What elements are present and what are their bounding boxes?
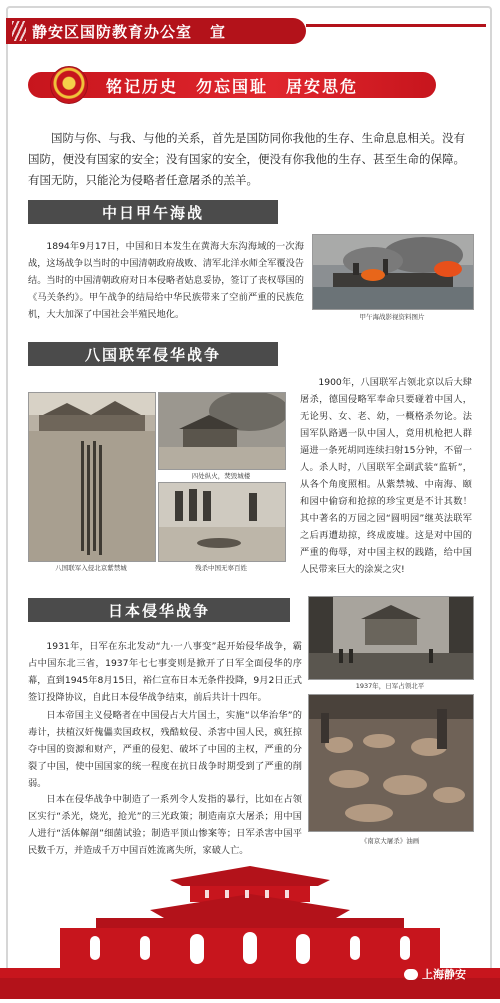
office-banner — [6, 18, 306, 44]
nanjing-massacre-painting — [308, 694, 474, 832]
caption-naval-battle: 甲午海战影视资料图片 — [359, 313, 425, 321]
office-name: 静安区国防教育办公室 — [32, 22, 193, 41]
caption-forbidden-city: 八国联军入侵北京紫禁城 — [55, 564, 127, 572]
wechat-account — [404, 966, 466, 982]
header-ribbon — [306, 24, 486, 27]
account-name: 上海静安 — [422, 968, 466, 981]
caption-burning-gate: 四处纵火，焚毁城楼 — [191, 472, 251, 480]
japan-paragraph-3: 日本在侵华战争中制造了一系列令人发指的暴行，比如在占领区实行“杀光，烧光，抢光”的三光政策；制造南京大屠杀；用中国人进行“活体解剖”细菌试验；制造平顶山惨案等；日军杀害中国平民数千万，并造成千万中国百姓流离失所，家破人亡。 — [28, 794, 302, 856]
caption-execution: 残杀中国无辜百姓 — [195, 564, 247, 572]
section-title-jiawu: 中日甲午海战 — [28, 200, 278, 224]
naval-battle-photo — [312, 234, 474, 310]
intro-paragraph: 国防与你、与我、与他的关系，首先是国防同你我他的生存、生命息息相关。没有国防，便没有国家的安全；没有国家的安全，便没有你我他的生存、甚至生命的保障。有国无防，只能沦为侵略者任意屠杀的羔羊。 — [28, 131, 465, 187]
eight-nation-paragraph: 1900年，八国联军占领北京以后大肆屠杀，德国侵略军奉命只要碰着中国人，无论男、女、老、幼，一概格杀勿论。法国军队路遇一队中国人，竟用机枪把人群逼进一条死胡同连续扫射15分钟，不留一人。杀人时，八国联军全副武装“监斩”，从各个角度照相。从紫禁城、中南海、颐和园中偷窃和抢掠的珍宝更是不计其数！其中著名的万园之园“圆明园”继英法联军之后再遭劫掠，终成废墟。这是对中国的严重的侮辱，对中国主权的践踏，给中国人民带来巨大的涂炭之灾! — [300, 377, 472, 575]
slogan-text: 铭记历史 勿忘国耻 居安思危 — [105, 76, 358, 96]
office-tag: 宣 — [210, 22, 227, 41]
caption-nanjing: 《南京大屠杀》油画 — [360, 837, 420, 845]
execution-photo — [158, 482, 286, 562]
army-emblem-icon — [50, 66, 88, 104]
section-title-japan-invasion: 日本侵华战争 — [28, 598, 290, 622]
japan-paragraph-1: 1931年，日军在东北发动“九·一八事变”起开始侵华战争，霸占中国东北三省，1937年七七事变则是掀开了日军全面侵华的序幕，直到1945年8月15日，裕仁宣布日本无条件投降，9月2日正式签订投降协议，自此日本侵华战争结束，前后共计十四年。 — [28, 641, 302, 703]
burning-gate-photo — [158, 392, 286, 470]
jiawu-paragraph: 1894年9月17日，中国和日本发生在黄海大东沟海域的一次海战，这场战争以当时的中国清朝政府战败、清军北洋水师全军覆没告结。当时的中国清朝政府对日本侵略者姑息妥协，签订了丧权辱国的《马关条约》。甲午战争的结局给中华民族带来了空前严重的民族危机，大大加深了中国社会半殖民地化。 — [28, 241, 304, 320]
banner-stripes — [12, 21, 26, 41]
wechat-icon — [404, 969, 418, 980]
beiping-occupation-photo — [308, 596, 474, 680]
japan-paragraph-2: 日本帝国主义侵略者在中国侵占大片国土，实施“以华治华”的毒计，扶植汉奸傀儡卖国政权，残酷蚊侵、杀害中国人民，疯狂掠夺中国的资源和财产，严重的侵犯、破坏了中国的主权，严重的分裂了中国，使中国国家的统一程度在抗日战争时期受到了严重的削弱。 — [28, 710, 302, 789]
slogan-banner — [28, 72, 436, 98]
section-title-eight-nation: 八国联军侵华战争 — [28, 342, 278, 366]
caption-beiping: 1937年，日军占领北平 — [355, 682, 425, 690]
forbidden-city-troops-photo — [28, 392, 156, 562]
